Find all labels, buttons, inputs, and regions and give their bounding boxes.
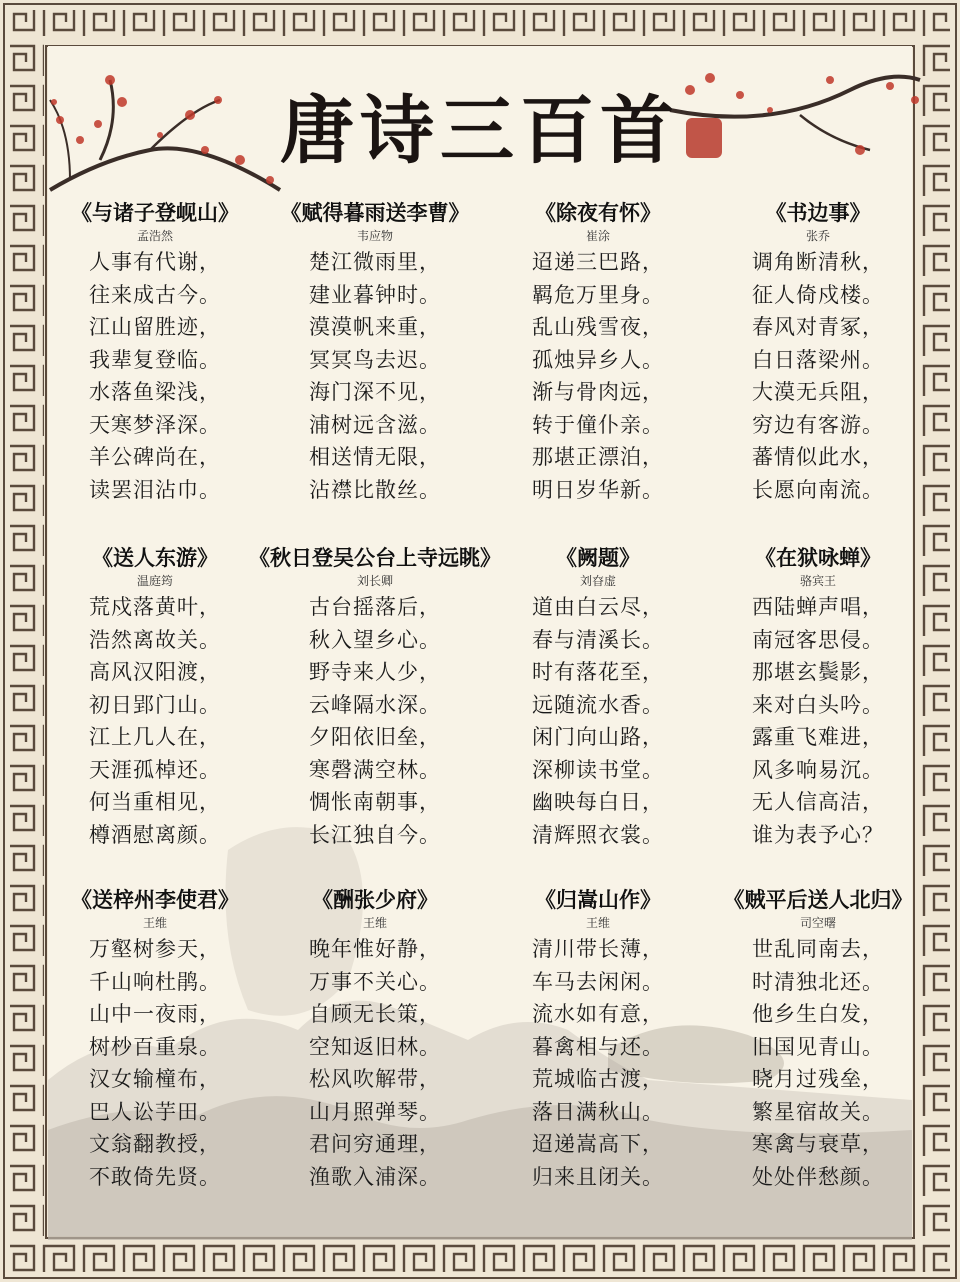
poem-line: 松风吹解带， (309, 1067, 441, 1091)
poem-line: 繁星宿故关。 (752, 1099, 884, 1124)
poem-line: 我辈复登临。 (89, 347, 221, 372)
poem-line: 建业暮钟时。 (309, 282, 441, 307)
poem-author: 刘昚虚 (579, 574, 616, 588)
poem-block (45, 543, 265, 851)
poem-line: 古台摇落后， (309, 595, 441, 619)
poem-author: 王维 (362, 916, 387, 930)
poem-line: 西陆蝉声唱， (752, 595, 884, 619)
poem-line: 远随流水香。 (532, 692, 664, 717)
poem-line: 羁危万里身。 (532, 282, 664, 307)
poem-line: 何当重相见， (89, 790, 221, 814)
poem-line: 漠漠帆来重， (309, 315, 441, 339)
poem-line: 调角断清秋， (752, 250, 884, 274)
poem-line: 孤烛异乡人。 (532, 347, 664, 372)
poem-line: 时有落花至， (532, 660, 664, 684)
poem-author: 刘长卿 (356, 574, 393, 588)
poem-line: 野寺来人少， (309, 660, 441, 684)
poem-line: 时清独北还。 (752, 969, 884, 994)
poem-line: 渔歌入浦深。 (309, 1164, 441, 1189)
poem-line: 春风对青冢， (752, 315, 884, 339)
poem-line: 千山响杜鹃。 (89, 969, 221, 994)
poem-line: 春与清溪长。 (532, 627, 664, 652)
poem-line: 他乡生白发， (752, 1002, 884, 1026)
poem-line: 汉女输橦布， (89, 1067, 221, 1091)
poem-line: 南冠客思侵。 (752, 627, 884, 652)
poem-block (488, 543, 708, 851)
poem-line: 冥冥鸟去迟。 (309, 347, 441, 372)
poem-block (265, 198, 485, 506)
poem-line: 羊公碑尚在， (89, 445, 221, 469)
poem-author: 张乔 (805, 229, 830, 243)
poem-line: 长江独自今。 (309, 822, 441, 847)
poem-line: 自顾无长策， (309, 1002, 441, 1026)
poem-title: 《赋得暮雨送李曹》 (280, 200, 470, 225)
poem-line: 转于僮仆亲。 (532, 412, 664, 437)
poem-title: 《除夜有怀》 (535, 200, 661, 225)
poem-line: 谁为表予心？ (752, 822, 884, 847)
poem-line: 来对白头吟。 (752, 692, 884, 717)
poem-line: 荒城临古渡， (532, 1067, 664, 1091)
poem-line: 往来成古今。 (89, 282, 221, 307)
poem-line: 征人倚戍楼。 (752, 282, 884, 307)
poem-line: 文翁翻教授， (89, 1132, 221, 1156)
poem-line: 沾襟比散丝。 (309, 477, 441, 502)
poem-author: 崔涂 (585, 229, 610, 243)
poem-line: 不敢倚先贤。 (89, 1164, 221, 1189)
poem-line: 云峰隔水深。 (309, 692, 441, 717)
poem-title: 《在狱咏蝉》 (755, 545, 881, 570)
poem-line: 万事不关心。 (309, 969, 441, 994)
poem-line: 世乱同南去， (752, 937, 884, 961)
poem-block (265, 885, 485, 1193)
poem-line: 天寒梦泽深。 (89, 412, 221, 437)
poem-line: 寒磬满空林。 (309, 757, 441, 782)
poem-title: 《送梓州李使君》 (71, 887, 239, 912)
poem-line: 空知返旧林。 (309, 1034, 441, 1059)
poem-line: 高风汉阳渡， (89, 660, 221, 684)
poem-line: 晚年惟好静， (309, 937, 441, 961)
poem-line: 清川带长薄， (532, 937, 664, 961)
poem-line: 晓月过残垒， (752, 1067, 884, 1091)
poem-author: 司空曙 (799, 916, 836, 930)
poem-line: 君问穷通理， (309, 1132, 441, 1156)
poem-author: 韦应物 (356, 229, 393, 243)
poem-line: 读罢泪沾巾。 (89, 477, 221, 502)
poem-line: 水落鱼梁浅， (89, 380, 221, 404)
poem-line: 归来且闭关。 (532, 1164, 664, 1189)
poem-author: 孟浩然 (136, 229, 173, 243)
poem-line: 道由白云尽， (532, 595, 664, 619)
poem-line: 白日落梁州。 (752, 347, 884, 372)
poem-line: 闲门向山路， (532, 725, 664, 749)
poem-author: 温庭筠 (136, 574, 173, 588)
poem-title: 《与诸子登岘山》 (71, 200, 239, 225)
poem-block (235, 543, 515, 851)
poem-line: 长愿向南流。 (752, 477, 884, 502)
poem-line: 海门深不见， (309, 380, 441, 404)
poem-line: 那堪正漂泊， (532, 445, 664, 469)
red-seal-stamp (686, 118, 722, 158)
poem-line: 无人信高洁， (752, 790, 884, 814)
poem-author: 王维 (585, 916, 610, 930)
poem-line: 风多响易沉。 (752, 757, 884, 782)
poem-line: 浦树远含滋。 (309, 412, 441, 437)
poem-line: 浩然离故关。 (89, 627, 221, 652)
poem-line: 穷边有客游。 (752, 412, 884, 437)
poem-line: 荒戍落黄叶， (89, 595, 221, 619)
poem-line: 秋入望乡心。 (309, 627, 441, 652)
poem-line: 车马去闲闲。 (532, 969, 664, 994)
poem-block (488, 885, 708, 1193)
poem-line: 树杪百重泉。 (89, 1034, 221, 1059)
poem-block (708, 885, 928, 1193)
poem-line: 处处伴愁颜。 (752, 1164, 884, 1189)
poem-line: 渐与骨肉远， (532, 380, 664, 404)
poem-line: 寒禽与衰草， (752, 1132, 884, 1156)
poem-block (708, 198, 928, 506)
poem-block (45, 885, 265, 1193)
poem-line: 大漠无兵阻， (752, 380, 884, 404)
poem-block (45, 198, 265, 506)
poem-line: 天涯孤棹还。 (89, 757, 221, 782)
poem-line: 迢递三巴路， (532, 250, 664, 274)
poem-line: 夕阳依旧垒， (309, 725, 441, 749)
page-title: 唐诗三百首 (280, 88, 680, 174)
poem-line: 山月照弹琴。 (309, 1099, 441, 1124)
poem-author: 骆宾王 (799, 574, 836, 588)
poem-title: 《书边事》 (765, 200, 871, 225)
poem-block (708, 543, 928, 851)
poem-title: 《阙题》 (556, 545, 640, 570)
poem-line: 樽酒慰离颜。 (89, 822, 221, 847)
poem-line: 明日岁华新。 (532, 477, 664, 502)
poem-line: 深柳读书堂。 (532, 757, 664, 782)
poem-line: 蕃情似此水， (752, 445, 884, 469)
poem-line: 旧国见青山。 (752, 1034, 884, 1059)
poem-line: 流水如有意， (532, 1002, 664, 1026)
poem-line: 巴人讼芋田。 (89, 1099, 221, 1124)
poem-line: 露重飞难进， (752, 725, 884, 749)
poem-line: 相送情无限， (309, 445, 441, 469)
poem-title: 《秋日登吴公台上寺远眺》 (249, 545, 501, 570)
poem-title: 《酬张少府》 (312, 887, 438, 912)
poem-line: 楚江微雨里， (309, 250, 441, 274)
poem-title: 《送人东游》 (92, 545, 218, 570)
poem-line: 落日满秋山。 (532, 1099, 664, 1124)
poem-line: 迢递嵩高下， (532, 1132, 664, 1156)
poem-block (488, 198, 708, 506)
poem-line: 初日郢门山。 (89, 692, 221, 717)
poem-line: 惆怅南朝事， (309, 790, 441, 814)
poem-line: 山中一夜雨， (89, 1002, 221, 1026)
poem-title: 《贼平后送人北归》 (723, 887, 913, 912)
poem-line: 暮禽相与还。 (532, 1034, 664, 1059)
poem-line: 江上几人在， (89, 725, 221, 749)
poem-line: 乱山残雪夜， (532, 315, 664, 339)
poem-author: 王维 (142, 916, 167, 930)
poem-line: 幽映每白日， (532, 790, 664, 814)
poem-line: 人事有代谢， (89, 250, 221, 274)
poem-line: 清辉照衣裳。 (532, 822, 664, 847)
poem-line: 那堪玄鬓影， (752, 660, 884, 684)
poem-title: 《归嵩山作》 (535, 887, 661, 912)
poem-line: 万壑树参天， (89, 937, 221, 961)
poem-line: 江山留胜迹， (89, 315, 221, 339)
